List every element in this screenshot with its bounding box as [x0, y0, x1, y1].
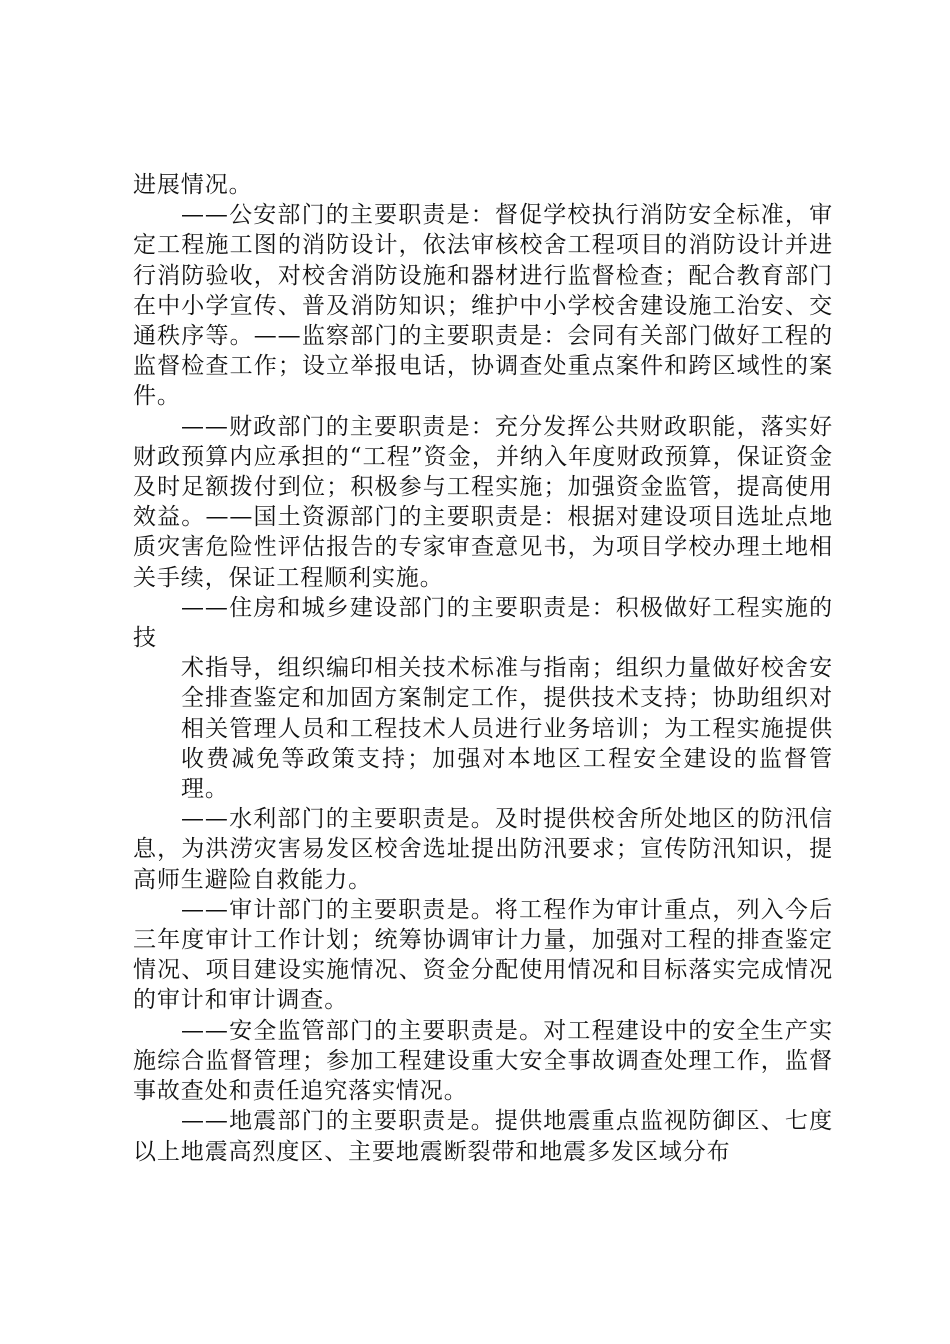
paragraph-water-resources: ——水利部门的主要职责是。及时提供校舍所处地区的防汛信息，为洪涝灾害易发区校舍选址提出防汛要求；宣传防汛知识，提高师生避险自救能力。: [133, 806, 833, 893]
paragraph-technical-guidance: 术指导，组织编印相关技术标准与指南；组织力量做好校舍安全排查鉴定和加固方案制定工作，提供技术支持；协助组织对相关管理人员和工程技术人员进行业务培训；为工程实施提供收费减免等政策支持；加强对本地区工程安全建设的监督管理。: [181, 655, 833, 803]
paragraph-safety-supervision: ——安全监管部门的主要职责是。对工程建设中的安全生产实施综合监督管理；参加工程建设重大安全事故调查处理工作，监督事故查处和责任追究落实情况。: [133, 1017, 833, 1105]
paragraph-housing-construction: ——住房和城乡建设部门的主要职责是：积极做好工程实施的技: [133, 594, 833, 652]
document-body: [133, 170, 833, 1167]
paragraph-finance: ——财政部门的主要职责是：充分发挥公共财政职能，落实好财政预算内应承担的“工程”资金，并纳入年度财政预算，保证资金及时足额拨付到位；积极参与工程实施；加强资金监管，提高使用效益。——国土资源部门的主要职责是：根据对建设项目选址点地质灾害危险性评估报告的专家审查意见书，为项目学校办理土地相关手续，保证工程顺利实施。: [133, 413, 833, 591]
paragraph-audit: ——审计部门的主要职责是。将工程作为审计重点，列入今后三年度审计工作计划；统筹协调审计力量，加强对工程的排查鉴定情况、项目建设实施情况、资金分配使用情况和目标落实完成情况的审计和审计调查。: [133, 896, 833, 1014]
paragraph-public-security: ——公安部门的主要职责是：督促学校执行消防安全标准，审定工程施工图的消防设计，依法审核校舍工程项目的消防设计并进行消防验收，对校舍消防设施和器材进行监督检查；配合教育部门在中小学宣传、普及消防知识；维护中小学校舍建设施工治安、交通秩序等。——监察部门的主要职责是：会同有关部门做好工程的监督检查工作；设立举报电话，协调查处重点案件和跨区域性的案件。: [133, 202, 833, 410]
paragraph-progress-status: 进展情况。: [133, 172, 253, 198]
paragraph-earthquake: ——地震部门的主要职责是。提供地震重点监视防御区、七度以上地震高烈度区、主要地震断裂带和地震多发区域分布: [133, 1108, 833, 1165]
